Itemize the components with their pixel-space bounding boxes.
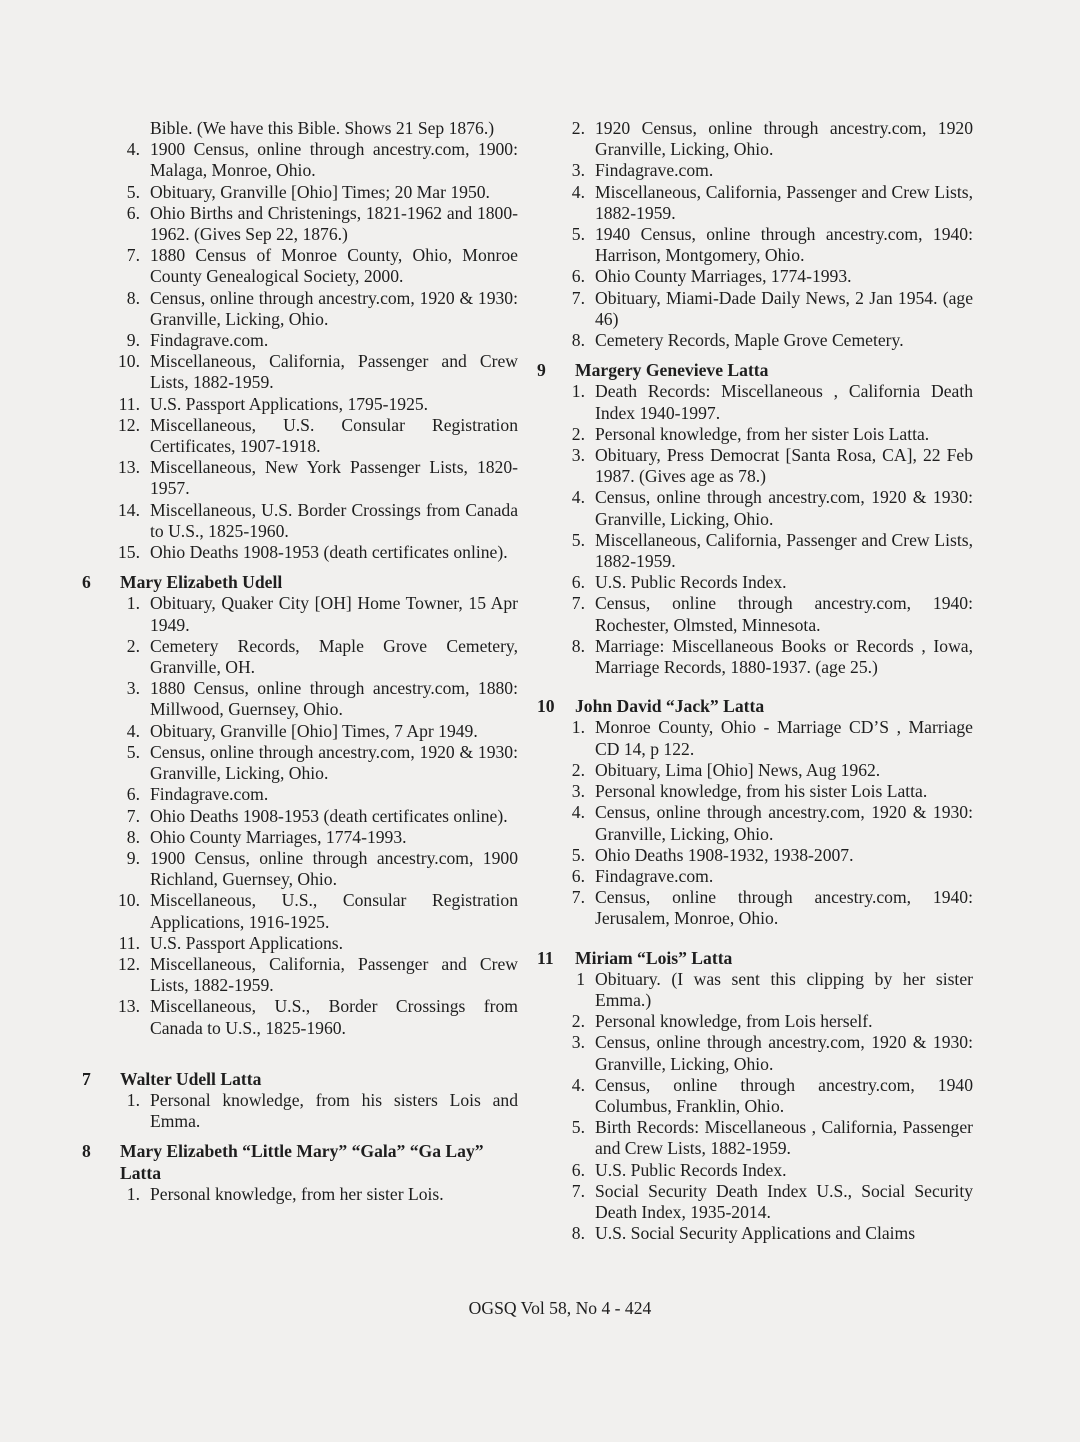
item-number: 6. [126, 202, 140, 223]
item-text: Personal knowledge, from her sister Lois Latta. [595, 423, 930, 444]
section-title: Mary Elizabeth Udell [120, 572, 283, 593]
item-text: Miscellaneous, U.S., Border Crossings from Canada to U.S., 1825-1960. [150, 996, 518, 1038]
item-number: 1. [571, 381, 585, 402]
list-item [537, 530, 973, 572]
list-7 [82, 1090, 518, 1132]
item-text: Miscellaneous, U.S. Border Crossings from Canada to U.S., 1825-1960. [150, 499, 518, 541]
item-number: 1. [126, 1183, 140, 1204]
section-heading-7 [82, 1069, 518, 1090]
list-6 [82, 593, 518, 1038]
right-column [537, 118, 973, 1244]
item-text: U.S. Passport Applications, 1795-1925. [150, 393, 429, 414]
list-item [537, 572, 973, 593]
item-number: 2. [126, 635, 140, 656]
item-number: 7. [571, 1180, 585, 1201]
item-text: Obituary, Lima [Ohio] News, Aug 1962. [595, 759, 881, 780]
item-number: 8. [571, 330, 585, 351]
section-number: 9 [537, 360, 546, 381]
section-number: 8 [82, 1141, 91, 1162]
item-number: 2. [571, 118, 585, 138]
list-11 [537, 969, 973, 1245]
item-text: Obituary. (I was sent this clipping by her sister Emma.) [595, 968, 973, 1010]
item-number: 8. [126, 287, 140, 308]
list-item [537, 118, 973, 160]
item-text: 1940 Census, online through ancestry.com, 1940: Harrison, Montgomery, Ohio. [595, 224, 973, 266]
section-heading-10 [537, 696, 973, 717]
item-text: Findagrave.com. [595, 865, 714, 886]
item-number: 6. [571, 572, 585, 593]
list-item [537, 224, 973, 266]
item-number: 1. [571, 717, 585, 738]
item-number: 5. [571, 529, 585, 550]
item-number: 2. [571, 423, 585, 444]
section-title: Walter Udell Latta [120, 1068, 262, 1089]
item-text: U.S. Public Records Index. [595, 572, 787, 593]
item-number: 12. [118, 953, 140, 974]
item-number: 7. [126, 805, 140, 826]
item-text: Cemetery Records, Maple Grove Cemetery, Granville, OH. [150, 635, 518, 678]
list-item [82, 351, 518, 393]
item-number: 1. [126, 1089, 140, 1110]
list-item [537, 1160, 973, 1181]
item-text: Birth Records: Miscellaneous , California, Passenger and Crew Lists, 1882-1959. [595, 1117, 973, 1159]
item-number: 13. [118, 996, 140, 1017]
list-item [82, 394, 518, 415]
list-item [82, 288, 518, 330]
item-number: 4. [571, 487, 585, 508]
item-text: 1920 Census, online through ancestry.com, 1920 Granville, Licking, Ohio. [595, 118, 973, 160]
list-item [537, 266, 973, 287]
item-text: 1900 Census, online through ancestry.com, 1900 Richland, Guernsey, Ohio. [150, 847, 518, 890]
list-item [82, 848, 518, 890]
list-item [537, 593, 973, 635]
item-text: U.S. Social Security Applications and Claims [595, 1223, 916, 1244]
item-number: 4. [126, 720, 140, 741]
section-number: 11 [537, 947, 554, 968]
item-number: 6. [571, 266, 585, 287]
list-8 [82, 1184, 518, 1205]
item-number: 6. [126, 784, 140, 805]
item-text: Obituary, Granville [Ohio] Times, 7 Apr 1949. [150, 720, 478, 741]
item-text: Ohio Births and Christenings, 1821-1962 and 1800-1962. (Gives Sep 22, 1876.) [150, 202, 518, 245]
item-text: Personal knowledge, from Lois herself. [595, 1011, 873, 1032]
item-text: Miscellaneous, New York Passenger Lists, 1820-1957. [150, 457, 518, 499]
list-item [82, 1184, 518, 1205]
list-item [82, 636, 518, 678]
list-item [82, 1090, 518, 1132]
section-heading-6 [82, 572, 518, 593]
list-item [537, 1011, 973, 1032]
item-text: Ohio Deaths 1908-1953 (death certificates online). [150, 805, 508, 826]
left-column [82, 118, 518, 1205]
list-item [537, 760, 973, 781]
list-item [82, 721, 518, 742]
list-item [82, 827, 518, 848]
section-title: John David “Jack” Latta [575, 696, 765, 717]
item-text: Obituary, Press Democrat [Santa Rosa, CA], 22 Feb 1987. (Gives age as 78.) [595, 445, 973, 487]
item-number: 9. [126, 847, 140, 868]
item-text: Marriage: Miscellaneous Books or Records , Iowa, Marriage Records, 1880-1937. (age 25.) [595, 635, 973, 678]
item-number: 3. [126, 678, 140, 699]
item-number: 2. [571, 759, 585, 780]
item-number: 2. [571, 1011, 585, 1032]
list-item [537, 1181, 973, 1223]
item-number: 10. [118, 351, 140, 372]
item-text: Ohio Deaths 1908-1953 (death certificates online). [150, 542, 508, 563]
item-text: Death Records: Miscellaneous , California Death Index 1940-1997. [595, 381, 973, 423]
item-number: 3. [571, 1032, 585, 1053]
list-item [537, 1032, 973, 1074]
item-text: Personal knowledge, from her sister Lois. [150, 1183, 444, 1204]
list-item [537, 445, 973, 487]
item-text: Ohio County Marriages, 1774-1993. [150, 826, 407, 847]
list-item [537, 636, 973, 678]
list-item [82, 415, 518, 457]
item-number: 3. [571, 445, 585, 466]
item-number: 11. [118, 932, 140, 953]
list-item [537, 969, 973, 1011]
item-number: 5. [126, 181, 140, 202]
item-number: 13. [118, 457, 140, 478]
list-9 [537, 381, 973, 678]
item-text: Census, online through ancestry.com, 1920 & 1930: Granville, Licking, Ohio. [595, 487, 973, 529]
list-item [537, 781, 973, 802]
item-text: Miscellaneous, California, Passenger and Crew Lists, 1882-1959. [150, 351, 518, 393]
list-item [537, 381, 973, 423]
item-number: 4. [126, 139, 140, 160]
list-10 [537, 717, 973, 929]
item-number: 4. [571, 802, 585, 823]
item-text: U.S. Passport Applications. [150, 932, 344, 953]
item-text: 1900 Census, online through ancestry.com, 1900: Malaga, Monroe, Ohio. [150, 139, 518, 181]
item-number: 14. [118, 499, 140, 520]
section-heading-8 [82, 1141, 518, 1183]
item-text: Miscellaneous, U.S., Consular Registration Applications, 1916-1925. [150, 890, 518, 932]
section-title: Margery Genevieve Latta [575, 360, 769, 381]
list-item [537, 1117, 973, 1159]
item-number: 3. [571, 160, 585, 181]
list-item [82, 203, 518, 245]
item-text: Miscellaneous, California, Passenger and Crew Lists, 1882-1959. [595, 181, 973, 223]
item-text: Census, online through ancestry.com, 1920 & 1930: Granville, Licking, Ohio. [150, 741, 518, 784]
item-text: Findagrave.com. [150, 784, 269, 805]
list-item [82, 996, 518, 1038]
list-item [537, 845, 973, 866]
list-item [82, 890, 518, 932]
item-number: 11. [118, 393, 140, 414]
item-text: Obituary, Granville [Ohio] Times; 20 Mar 1950. [150, 181, 490, 202]
item-number: 8. [571, 635, 585, 656]
list-item [537, 160, 973, 181]
item-number: 5. [571, 224, 585, 245]
list-item [537, 866, 973, 887]
list-item [537, 717, 973, 759]
item-number: 6. [571, 1159, 585, 1180]
item-number: 7. [571, 887, 585, 908]
item-text: 1880 Census of Monroe County, Ohio, Monroe County Genealogical Society, 2000. [150, 245, 518, 287]
item-text: Cemetery Records, Maple Grove Cemetery. [595, 330, 904, 351]
item-text: Miscellaneous, California, Passenger and Crew Lists, 1882-1959. [595, 529, 973, 572]
list-item [537, 330, 973, 351]
item-number: 3. [571, 781, 585, 802]
item-text: Ohio Deaths 1908-1932, 1938-2007. [595, 844, 854, 865]
list-item [537, 887, 973, 929]
item-text: Census, online through ancestry.com, 1940: Jerusalem, Monroe, Ohio. [595, 887, 973, 929]
item-text: Census, online through ancestry.com, 1920 & 1930: Granville, Licking, Ohio. [595, 1032, 973, 1074]
list-item [82, 245, 518, 287]
list-item [82, 182, 518, 203]
item-number: 9. [126, 330, 140, 351]
list-a-right [537, 118, 973, 351]
item-text: Census, online through ancestry.com, 1940: Rochester, Olmsted, Minnesota. [595, 593, 973, 635]
item-text: Findagrave.com. [150, 330, 269, 351]
item-number: 7. [571, 287, 585, 308]
section-number: 6 [82, 572, 91, 593]
item-number: 4. [571, 181, 585, 202]
list-item [82, 139, 518, 181]
item-number: 7. [126, 245, 140, 266]
item-number: 8. [571, 1223, 585, 1244]
list-item [82, 806, 518, 827]
section-number: 7 [82, 1068, 91, 1089]
list-item [82, 954, 518, 996]
list-item [82, 933, 518, 954]
item-text: Personal knowledge, from his sister Lois Latta. [595, 781, 928, 802]
list-item [82, 330, 518, 351]
item-number: 1 [576, 968, 585, 989]
list-item [82, 500, 518, 542]
list-item [537, 802, 973, 844]
section-title: Miriam “Lois” Latta [575, 947, 733, 968]
item-number: 1. [126, 593, 140, 614]
list-item [537, 424, 973, 445]
continuation-text: Bible. (We have this Bible. Shows 21 Sep 1876.) [150, 118, 495, 138]
list-item [82, 742, 518, 784]
page-footer [0, 1298, 1080, 1319]
item-text: Monroe County, Ohio - Marriage CD’S , Marriage CD 14, p 122. [595, 717, 973, 759]
list-item [82, 542, 518, 563]
section-heading-11 [537, 948, 973, 969]
list-item [537, 487, 973, 529]
item-text: Ohio County Marriages, 1774-1993. [595, 266, 852, 287]
item-text: Census, online through ancestry.com, 1940 Columbus, Franklin, Ohio. [595, 1074, 973, 1116]
list-item [537, 1223, 973, 1244]
item-text: Obituary, Miami-Dade Daily News, 2 Jan 1954. (age 46) [595, 287, 973, 329]
item-text: Census, online through ancestry.com, 1920 & 1930: Granville, Licking, Ohio. [595, 802, 973, 844]
list-item [537, 1075, 973, 1117]
list-item [537, 288, 973, 330]
item-text: Miscellaneous, U.S. Consular Registration Certificates, 1907-1918. [150, 414, 518, 457]
item-number: 7. [571, 593, 585, 614]
list-item [82, 593, 518, 635]
item-number: 5. [571, 1117, 585, 1138]
item-text: Obituary, Quaker City [OH] Home Towner, 15 Apr 1949. [150, 593, 518, 635]
list-item [82, 678, 518, 720]
item-number: 4. [571, 1074, 585, 1095]
list-item [537, 182, 973, 224]
item-number: 5. [126, 741, 140, 762]
item-number: 15. [118, 542, 140, 563]
item-text: 1880 Census, online through ancestry.com, 1880: Millwood, Guernsey, Ohio. [150, 678, 518, 720]
list-item [82, 784, 518, 805]
item-text: Census, online through ancestry.com, 1920 & 1930: Granville, Licking, Ohio. [150, 287, 518, 329]
item-text: Findagrave.com. [595, 160, 714, 181]
section-title: Mary Elizabeth “Little Mary” “Gala” “Ga Lay” Latta [120, 1141, 484, 1183]
item-text: Personal knowledge, from his sisters Lois and Emma. [150, 1089, 518, 1132]
item-text: Social Security Death Index U.S., Social Security Death Index, 1935-2014. [595, 1180, 973, 1222]
item-text: U.S. Public Records Index. [595, 1159, 787, 1180]
item-number: 10. [118, 890, 140, 911]
list-a [82, 139, 518, 563]
footer-text: OGSQ Vol 58, No 4 - 424 [468, 1298, 652, 1318]
list-item [82, 457, 518, 499]
item-number: 8. [126, 826, 140, 847]
item-text: Miscellaneous, California, Passenger and Crew Lists, 1882-1959. [150, 953, 518, 996]
item-number: 12. [118, 414, 140, 435]
item-number: 6. [571, 865, 585, 886]
section-heading-9 [537, 360, 973, 381]
section-number: 10 [537, 696, 555, 717]
item-number: 5. [571, 844, 585, 865]
